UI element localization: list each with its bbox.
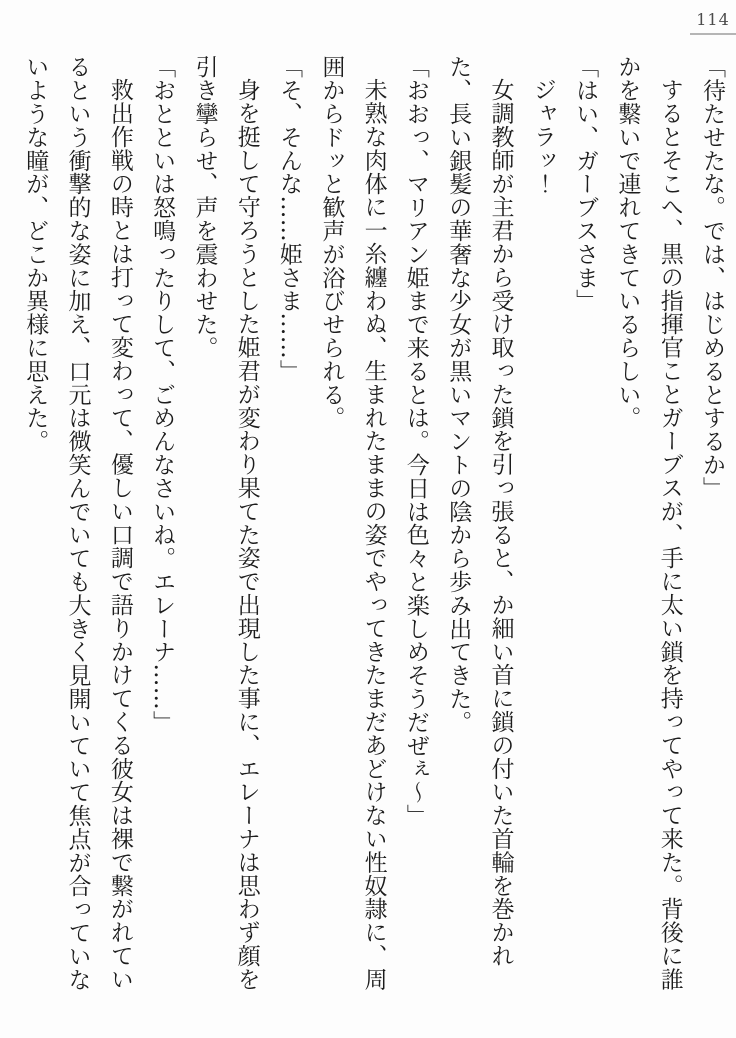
paragraph-narrative-1: するとそこへ、黒の指揮官ことガーブスが、手に太い鎖を持ってやって来た。背後に誰かを繋いで連れてきているらしい。 <box>614 55 683 991</box>
paragraph-narrative-10: 救出作戦の時とは打って変わって、優しい口調で語りかけてくる彼女は裸で繋がれているという衝撃的な姿に加え、口元は微笑んでいても大きく見開いていて焦点が合っていないような瞳が、どこか異様に思えた。 <box>22 55 133 991</box>
paragraph-narrative-6: 未熟な肉体に一糸纏わぬ、生まれたままの姿でやってきたまだあどけない性奴隷に、周囲からドッと歓声が浴びせられる。 <box>318 55 387 991</box>
paragraph-dialogue-9: 「おとといは怒鳴ったりして、ごめんなさいね。エレーナ……」 <box>149 55 176 734</box>
page-number-block <box>690 10 736 35</box>
paragraph-narrative-3: ジャラッ！ <box>529 78 556 195</box>
paragraph-dialogue-0: 「待たせたな。では、はじめるとするか」 <box>699 55 725 500</box>
paragraph-narrative-4: 女調教師が主君から受け取った鎖を引っ張ると、か細い首に鎖の付いた首輪を巻かれた、長い銀髪の華奢な少女が黒いマントの陰から歩み出てきた。 <box>445 55 514 968</box>
text-columns <box>9 55 733 991</box>
paragraph-narrative-8: 身を挺して守ろうとした姫君が変わり果てた姿で出現した事に、エレーナは思わず顔を引き攣らせ、声を震わせた。 <box>191 55 260 991</box>
paragraph-dialogue-5: 「おおっ、マリアン姫まで来るとは。今日は色々と楽しめそうだぜぇ〜」 <box>402 55 429 828</box>
paragraph-dialogue-7: 「そ、そんな……姫さま……」 <box>276 55 303 383</box>
paragraph-dialogue-2: 「はい、ガーブスさま」 <box>572 55 599 313</box>
page-number: 114 <box>696 10 730 29</box>
